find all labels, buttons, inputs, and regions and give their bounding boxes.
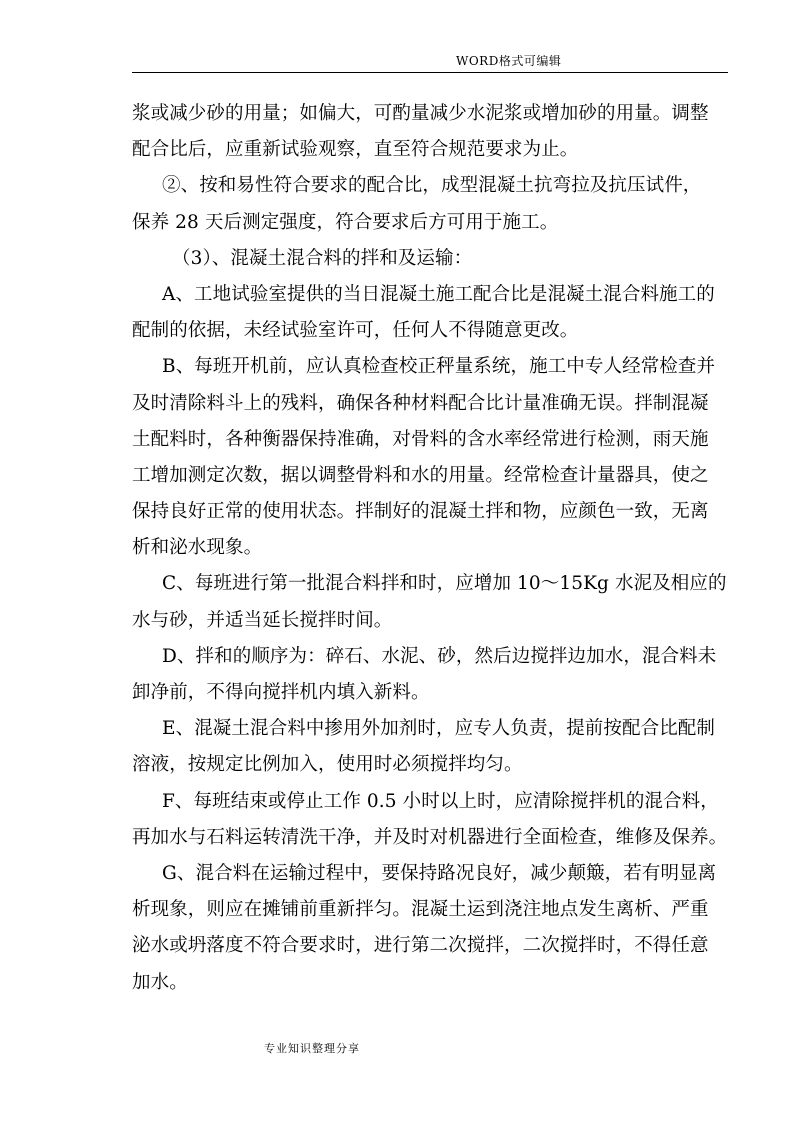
text-line: F、每班结束或停止工作 0.5 小时以上时，应清除搅拌机的混合料， xyxy=(162,790,719,812)
text-line: 卸净前，不得向搅拌机内填入新料。 xyxy=(132,682,430,703)
text-line: 再加水与石料运转清洗干净，并及时对机器进行全面检查，维修及保养。 xyxy=(132,826,728,848)
page-header: WORD格式可编辑 xyxy=(456,54,562,68)
text-line: 浆或减少砂的用量；如偏大，可酌量减少水泥浆或增加砂的用量。调整 xyxy=(132,103,709,124)
section-heading: （3）、混凝土混合料的拌和及运输： xyxy=(172,247,473,269)
text-line: 水与砂，并适当延长搅拌时间。 xyxy=(132,609,393,631)
text-line: 配合比后，应重新试验观察，直至符合规范要求为止。 xyxy=(132,139,579,161)
text-line: 加水。 xyxy=(132,971,188,993)
text-line: 泌水或坍落度不符合要求时，进行第二次搅拌，二次搅拌时，不得任意 xyxy=(132,935,709,957)
text-line: 溶液，按规定比例加入，使用时必须搅拌均匀。 xyxy=(132,754,523,776)
text-line: 保持良好正常的使用状态。拌制好的混凝土拌和物，应颜色一致，无离 xyxy=(132,501,709,523)
text-line: 工增加测定次数，据以调整骨料和水的用量。经常检查计量器具，使之 xyxy=(132,464,709,486)
text-line: ②、按和易性符合要求的配合比，成型混凝土抗弯拉及抗压试件， xyxy=(162,175,702,197)
page-footer: 专业知识整理分享 xyxy=(264,1042,360,1055)
text-line: C、每班进行第一批混合料拌和时，应增加 10～15Kg 水泥及相应的 xyxy=(162,573,727,595)
text-line: A、工地试验室提供的当日混凝土施工配合比是混凝土混合料施工的 xyxy=(162,283,715,305)
text-line: B、每班开机前，应认真检查校正秤量系统，施工中专人经常检查并 xyxy=(162,356,716,378)
text-line: D、拌和的顺序为：碎石、水泥、砂，然后边搅拌边加水，混合料未 xyxy=(162,645,717,667)
text-line: 及时清除料斗上的残料，确保各种材料配合比计量准确无误。拌制混凝 xyxy=(132,392,709,414)
text-line: 配制的依据，未经试验室许可，任何人不得随意更改。 xyxy=(132,320,579,342)
text-line: 析现象，则应在摊铺前重新拌匀。混凝土运到浇注地点发生离析、严重 xyxy=(132,899,709,921)
text-line: E、混凝土混合料中掺用外加剂时，应专人负责，提前按配合比配制 xyxy=(162,718,716,740)
text-line: 土配料时，各种衡器保持准确，对骨料的含水率经常进行检测，雨天施 xyxy=(132,428,709,450)
text-line: 保养 28 天后测定强度，符合要求后方可用于施工。 xyxy=(132,211,559,233)
document-body xyxy=(132,96,728,1001)
text-line: G、混合料在运输过程中，要保持路况良好，减少颠簸，若有明显离 xyxy=(162,862,717,884)
header-divider xyxy=(132,72,728,73)
text-line: 析和泌水现象。 xyxy=(132,537,263,559)
